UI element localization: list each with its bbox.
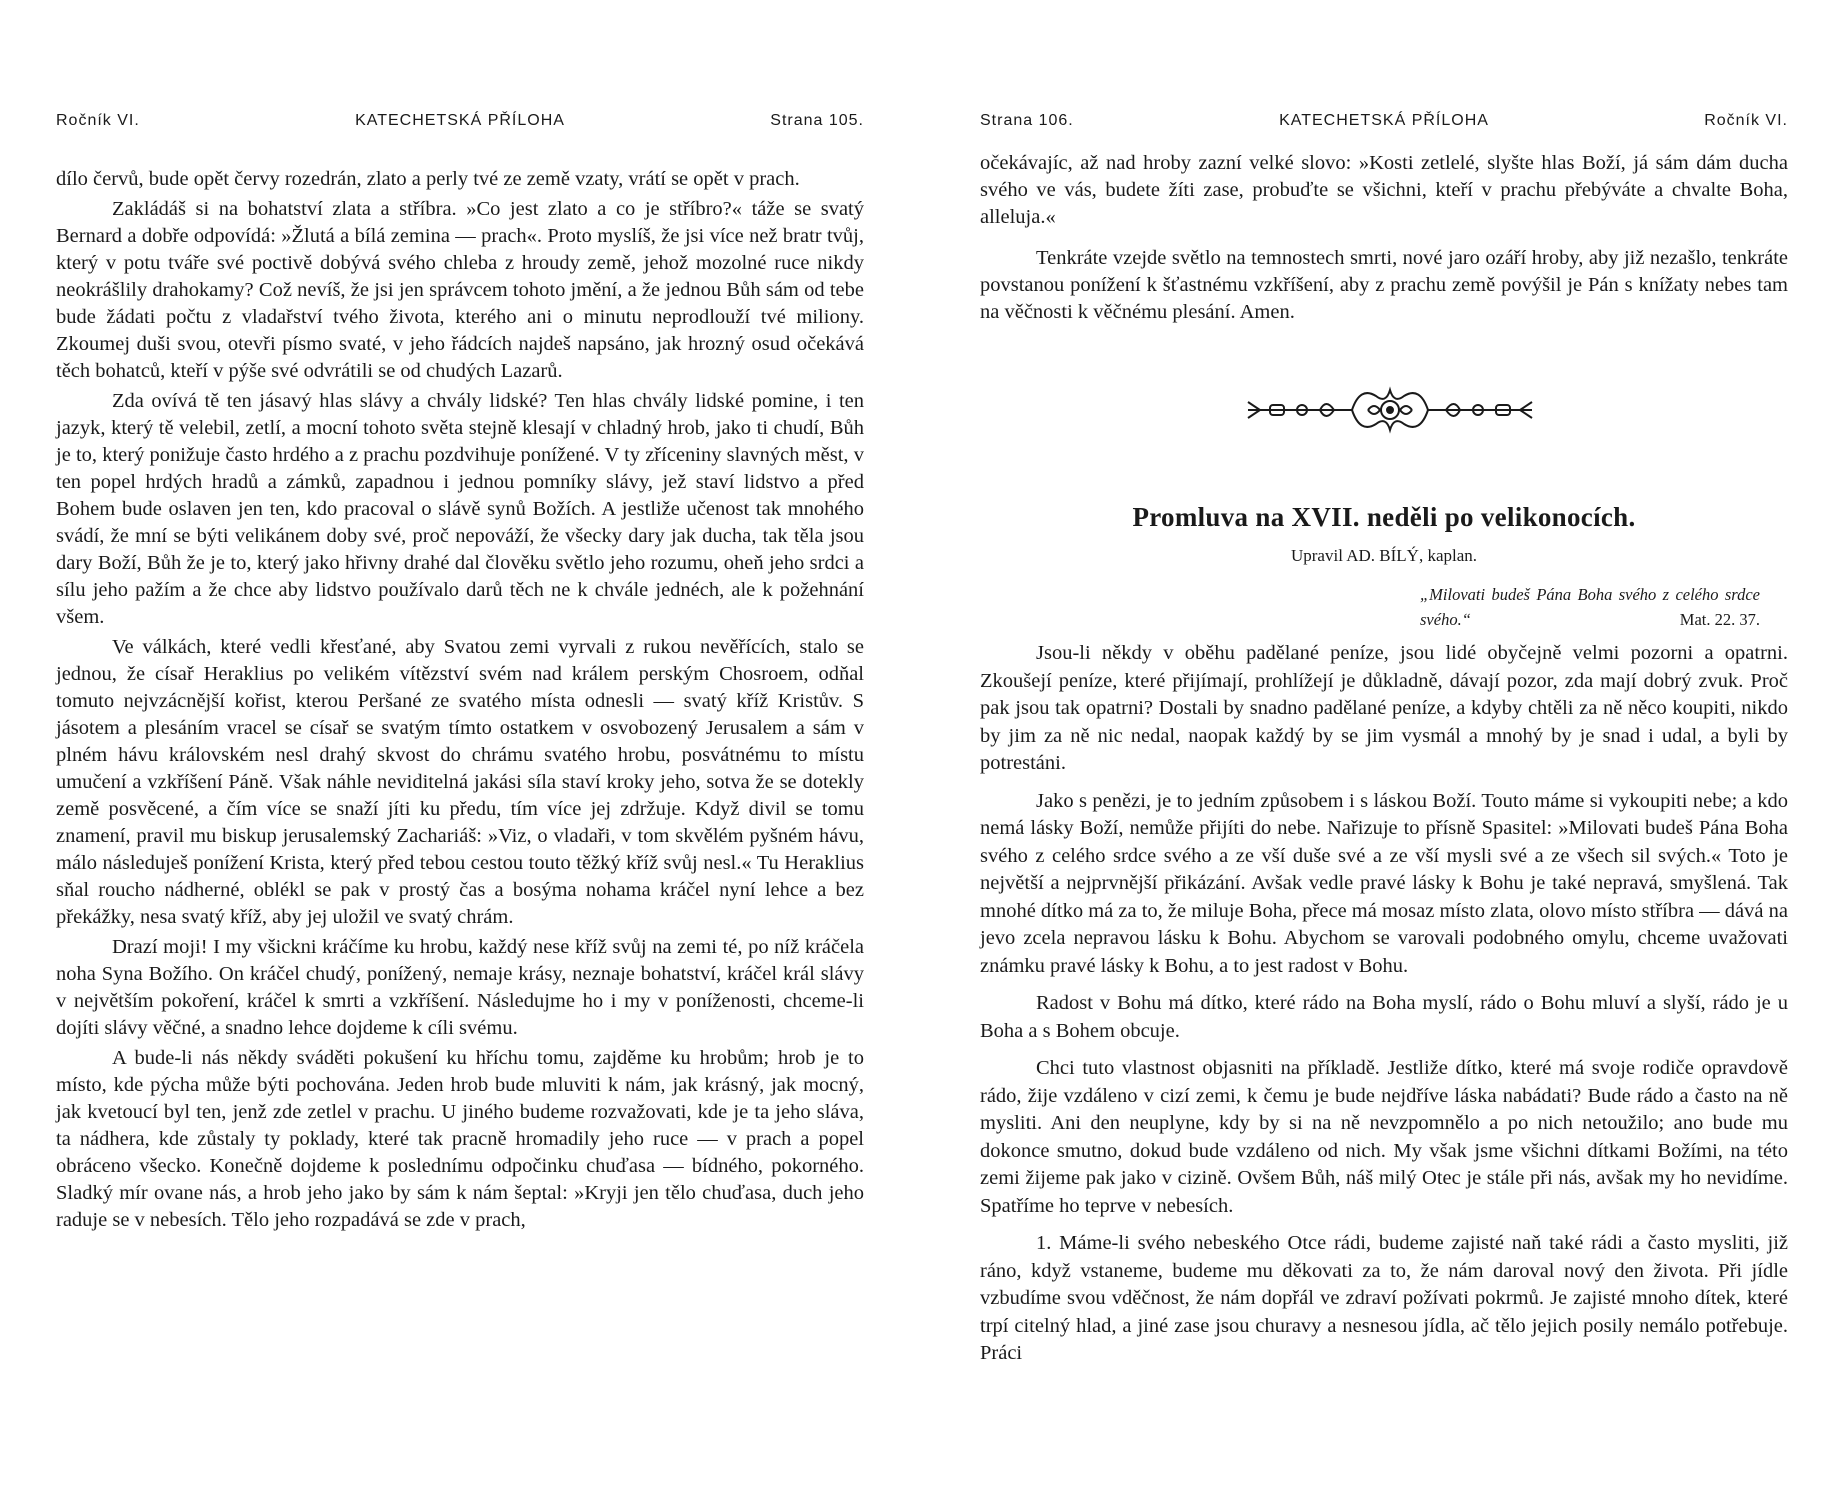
decorative-ornament-icon: [1240, 380, 1540, 440]
page-number: Strana 106.: [980, 112, 1074, 129]
page-number: Strana 105.: [770, 112, 864, 129]
volume-label: Ročník VI.: [56, 112, 140, 129]
left-page-header: [56, 112, 864, 136]
paragraph: A bude-li nás někdy sváděti pokušení ku hříchu tomu, zajděme ku hrobům; hrob je to místo, kde pýcha může býti pochována. Jeden hrob bude mluviti k nám, jak krásný, jak mocný, jak kvetoucí byl ten, jenž zde zetlel v prachu. U jiného budeme rozvažovati, kde je ta jeho sláva, ta nádhera, kde zůstaly ty poklady, které tak pracně hromadily jeho ruce — v prach a popel obráceno všecko. Konečně dojdeme k poslednímu odpočinku chuďasa — bídného, pokorného. Sladký mír ovane nás, a hrob jeho jako by sám k nám šeptal: »Kryji jen tělo chuďasa, duch jeho raduje se v nebesích. Tělo jeho rozpadává se zde v prach,: [56, 1047, 864, 1231]
right-page-intro: [980, 150, 1788, 326]
paragraph: Radost v Bohu má dítko, které rádo na Boha myslí, rádo o Bohu mluví a slyší, rádo je u Boha a s Bohem obcuje.: [980, 992, 1788, 1042]
paragraph: Drazí moji! I my všickni kráčíme ku hrobu, každý nese kříž svůj na zemi té, po níž kráčela noha Syna Božího. On kráčel chudý, ponížený, nemaje krásy, neznaje bohatství, kráčel král slávy v největším pokoření, kráčel k smrti a vzkříšení. Následujme ho i my v poníženosti, chceme-li dojíti slávy věčné, a snadno lehce dojdeme k cíli svému.: [56, 936, 864, 1039]
paragraph: 1. Máme-li svého nebeského Otce rádi, budeme zajisté naň také rádi a často mysliti, již ráno, když vstaneme, budeme mu děkovati za to, že nám daroval nový den života. Při jídle vzbudíme svou vděčnost, že nám dopřál ve zdraví požívati pokrmů. Je zajisté mnoho dítek, které trpí citelný hlad, a jiné zase jsou churavy a nesnesou jídla, ač tělo jejich posily nemálo potřebuje. Práci: [980, 1232, 1788, 1364]
right-page-header: [980, 112, 1788, 136]
motto-quote: [1420, 582, 1760, 632]
running-title: KATECHETSKÁ PŘÍLOHA: [1279, 112, 1489, 129]
paragraph: Jako s penězi, je to jedním způsobem i s láskou Boží. Touto máme si vykoupiti nebe; a kdo nemá lásky Boží, nemůže přijíti do nebe. Nařizuje to přísně Spasitel: »Milovati budeš Pána Boha svého z celého srdce svého a ze vší duše své a ze vší mysli své a ze všech sil svých.« Toto je největší a nejprvnější přikázání. Avšak vedle pravé lásky k Bohu je také nepravá, smyšlená. Tak mnohé dítko má za to, že miluje Boha, přece má mosaz místo zlata, olovo místo stříbra — dává na jevo zcela nepravou lásku k Bohu. Abychom se varovali podobného omylu, chceme uvažovati známku pravé lásky k Bohu, a to jest radost v Bohu.: [980, 789, 1788, 977]
paragraph: Zakládáš si na bohatství zlata a stříbra. »Co jest zlato a co je stříbro?« táže se svatý Bernard a dobře odpovídá: »Žlutá a bílá zemina — prach«. Proto myslíš, že jsi více než bratr tvůj, který v potu tváře své poctivě dobývá svého chleba z hroudy země, jehož mozolné ruce nikdy neokrášlily drahokamy? Což nevíš, že jsi jen správcem tohoto jmění, a že jednou Bůh sám od tebe bude žádati počtu z vladařství tvého života, kterého ani o minutu neprodlouží tvé miliony. Zkoumej duši svou, otevři písmo svaté, v jeho řádcích najdeš napsáno, jak hrozný osud očekává těch bohatců, kteří v pýše své odvrátili se od chudých Lazarů.: [56, 198, 864, 382]
paragraph: Jsou-li někdy v oběhu padělané peníze, jsou lidé obyčejně velmi pozorni a opatrni. Zkoušejí peníze, které přijímají, prohlížejí je důkladně, dávají pozor, zda mají dobrý zvuk. Proč pak jsou tak opatrni? Dostali by snadno padělané peníze, a kdyby chtěli za ně něco koupiti, nikdo by jim za ně nic nedal, naopak každý by se jim vysmál a mnohý by je snad i udal, a byli by potrestáni.: [980, 642, 1788, 774]
sermon-title: Promluva na XVII. neděli po velikonocích.: [1132, 502, 1636, 532]
paragraph: Chci tuto vlastnost objasniti na příkladě. Jestliže dítko, které má svoje rodiče opravdově rádo, žije vzdáleno v cizí zemi, k čemu je bude nejdříve láska nabádati? Bude rádo a často na ně mysliti. Ani den neuplyne, kdy by si na ně nevzpomnělo a po nich netoužilo; ano bude mu dokonce smutno, dokud bude vzdáleno od nich. My však jsme všichni dítkami Božími, na této zemi žijeme pak jako v cizině. Ovšem Bůh, náš milý Otec je stále při nás, avšak my ho nevidíme. Spatříme ho teprve v nebesích.: [980, 1057, 1788, 1217]
paragraph: Zda ovívá tě ten jásavý hlas slávy a chvály lidské? Ten hlas chvály lidské pomine, i ten jazyk, který tě velebil, zetlí, a mocní tohoto světa stejně klesají v chladný hrob, jako ti chudí, Bůh je to, který ponižuje často hrdého a z prachu pozdvihuje ponížené. V ty zříceniny slavných měst, v ten popel hrdých hradů a zámků, zapadnou i jednou pomníky slávy, jež staví lidstvo a před Bohem bude oslaven jen ten, kdo pracoval o slávě synů Božích. A jestliže učenost tak mnohého svádí, že mní se býti velikánem doby své, proč nepováží, že všecky dary jak ducha, tak těla jsou dary Boží, Bůh že je to, který jako hřivny drahé dal člověku světlo jeho rozumu, oheň jeho srdci a sílu jeho pažím a že chce aby lidstvo používalo darů těch ne k chvále jednéch, ale k požehnání všem.: [56, 390, 864, 628]
right-page-body: [980, 640, 1788, 1378]
paragraph: očekávajíc, až nad hroby zazní velké slovo: »Kosti zetlelé, slyšte hlas Boží, já sám dám ducha svého ve vás, budete žíti zase, probuďte se všichni, kteří v prachu přebýváte a chvalte Boha, alleluja.«: [980, 152, 1788, 228]
left-page-body: [56, 166, 864, 1237]
paragraph: dílo červů, bude opět červy rozedrán, zlato a perly tvé ze země vzaty, vrátí se opět v prach.: [56, 168, 800, 190]
running-title: KATECHETSKÁ PŘÍLOHA: [355, 112, 565, 129]
paragraph: Ve válkách, které vedli křesťané, aby Svatou zemi vyrvali z rukou nevěřících, stalo se jednou, že císař Heraklius po velikém vítězství svém nad králem perským Chosroem, odňal tomuto nejvzácnější kořist, kterou Peršané ze svatého místa odnesli — svatý kříž Kristův. S jásotem a plesáním vracel se císař se svatým tímto ostatkem v osvobozený Jerusalem a sám v plném hávu královském nesl drahý skvost do chrámu svatého hrobu, posvátnému to místu umučení a vzkříšení Páně. Však náhle neviditelná jakási síla staví kroky jeho, sotva že se dotekly země posvěcené, a čím více se snaží jíti ku předu, tím více jej zdržuje. Když divil se tomu znamení, pravil mu biskup jerusalemský Zachariáš: »Viz, o vladaři, v tom skvělém pyšném hávu, málo následuješ ponížení Krista, který před tebou cestou touto těžký kříž svůj nesl.« Tu Heraklius sňal roucho nádherné, oblékl se pak v prostý čas a bosýma nohama kráčel nyní lehce a bez překážky, nesa svatý kříž, aby jej uložil ve svatý chrám.: [56, 636, 864, 928]
author-byline: Upravil AD. BÍLÝ, kaplan.: [1290, 546, 1478, 565]
paragraph: Tenkráte vzejde světlo na temnostech smrti, nové jaro ozáří hroby, aby již nezašlo, tenkráte povstanou ponížení k šťastnému vzkříšení, aby z prachu země povýšil je Pán s knížaty nebes tam na věčnosti k věčnému plesání. Amen.: [980, 247, 1788, 323]
motto-reference: Mat. 22. 37.: [1679, 610, 1760, 629]
motto-text: „Milovati budeš Pána Boha svého z celého srdce svého.“: [1420, 585, 1760, 629]
volume-label: Ročník VI.: [1704, 112, 1788, 129]
